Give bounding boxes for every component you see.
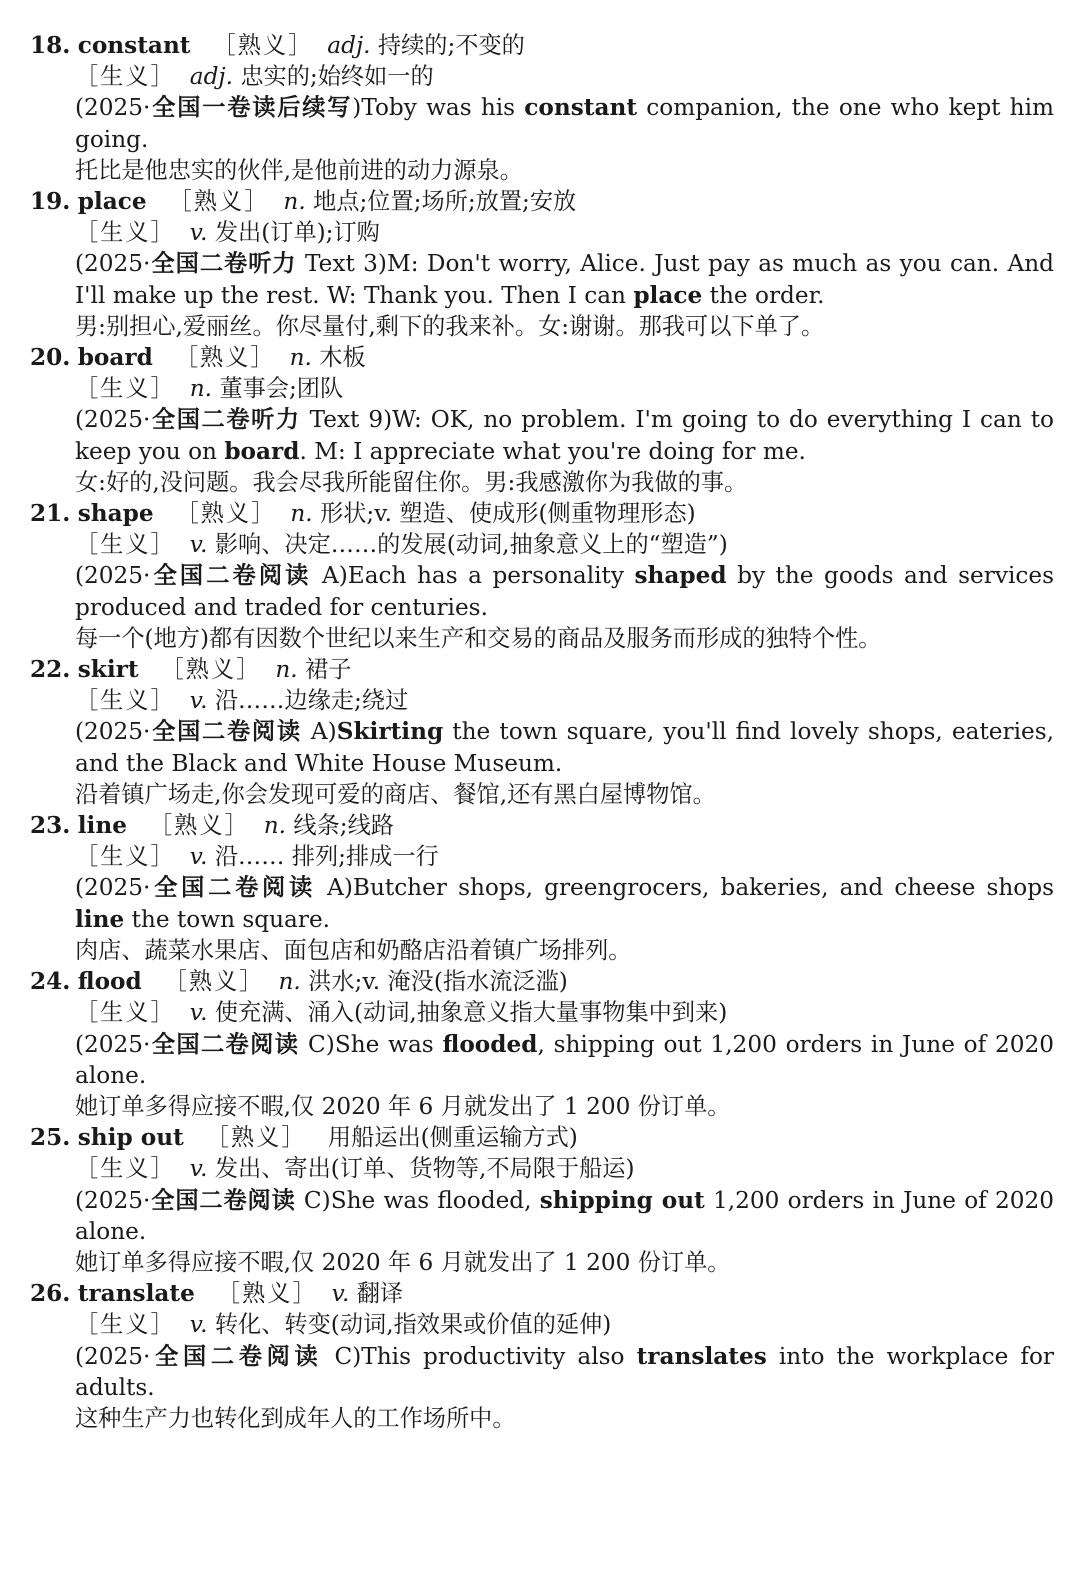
- vocab-entry: [30, 810, 1054, 966]
- source-open: (2025·: [75, 406, 151, 434]
- entry-number: 26.: [30, 1280, 71, 1308]
- vocab-entry: [30, 186, 1054, 342]
- example-sentence: [30, 1185, 1054, 1247]
- familiar-part-of-speech: n.: [283, 188, 306, 216]
- example-text-after: by the goods and services produced and traded for centuries.: [75, 562, 1054, 621]
- example-text-before: Toby was his: [361, 94, 525, 122]
- entry-new-meaning-line: [30, 1153, 1054, 1184]
- headword: flood: [77, 968, 142, 996]
- entry-headword-line: [30, 186, 1054, 217]
- headword: translate: [77, 1280, 195, 1308]
- new-definition: 发出(订单);订购: [214, 219, 380, 247]
- example-sentence: [30, 716, 1054, 778]
- example-text-before: Butcher shops, greengrocers, bakeries, and cheese shops: [352, 874, 1054, 902]
- example-translation: 男:别担心,爱丽丝。你尽量付,剩下的我来补。女:谢谢。那我可以下单了。: [75, 312, 825, 340]
- source-label: 全国一卷读后续写: [150, 94, 353, 122]
- example-keyword: flooded: [442, 1030, 538, 1058]
- example-keyword: board: [224, 437, 300, 465]
- entry-headword-line: [30, 498, 1054, 529]
- example-translation: 女:好的,没问题。我会尽我所能留住你。男:我感激你为我做的事。: [75, 468, 748, 496]
- source-label: 全国二卷听力: [150, 406, 301, 434]
- source-open: (2025·: [75, 1030, 151, 1058]
- source-close: A): [311, 562, 348, 590]
- example-translation: 每一个(地方)都有因数个世纪以来生产和交易的商品及服务而形成的独特个性。: [75, 624, 882, 652]
- entry-headword-line: [30, 1122, 1054, 1153]
- new-meaning-tag: ［生义］: [75, 999, 176, 1027]
- entry-number: 22.: [30, 656, 71, 684]
- familiar-meaning-tag: ［熟义］: [205, 1124, 307, 1152]
- new-meaning-tag: ［生义］: [75, 531, 176, 559]
- headword: ship out: [77, 1124, 184, 1152]
- new-definition: 发出、寄出(订单、货物等,不局限于船运): [214, 1155, 635, 1183]
- source-open: (2025·: [75, 718, 151, 746]
- source-close: C): [299, 1030, 335, 1058]
- source-open: (2025·: [75, 1342, 151, 1370]
- new-part-of-speech: v.: [189, 843, 208, 871]
- example-sentence: [30, 248, 1054, 310]
- example-translation: 托比是他忠实的伙伴,是他前进的动力源泉。: [75, 156, 523, 184]
- entry-number: 21.: [30, 500, 71, 528]
- new-definition: 沿…… 排列;排成一行: [214, 843, 439, 871]
- familiar-definition: 用船运出(侧重运输方式): [327, 1124, 578, 1152]
- headword: constant: [77, 32, 191, 59]
- new-definition: 沿……边缘走;绕过: [214, 687, 409, 715]
- familiar-definition: 洪水;v. 淹没(指水流泛滥): [308, 968, 568, 996]
- familiar-meaning-tag: ［熟义］: [175, 500, 277, 528]
- example-keyword: constant: [524, 94, 638, 122]
- new-part-of-speech: v.: [189, 219, 208, 247]
- example-sentence: [30, 1029, 1054, 1091]
- example-sentence: [30, 92, 1054, 154]
- example-text-after: . M: I appreciate what you're doing for me.: [299, 437, 806, 465]
- example-sentence: [30, 1341, 1054, 1403]
- entry-new-meaning-line: [30, 217, 1054, 248]
- familiar-definition: 木板: [319, 344, 366, 372]
- example-text-before: Each has a personality: [347, 562, 635, 590]
- vocab-entry: [30, 342, 1054, 498]
- new-meaning-tag: ［生义］: [75, 1311, 176, 1339]
- new-definition: 忠实的;始终如一的: [240, 63, 434, 91]
- familiar-part-of-speech: n.: [275, 656, 298, 684]
- example-translation: 她订单多得应接不暇,仅 2020 年 6 月就发出了 1 200 份订单。: [75, 1248, 731, 1276]
- headword: line: [77, 812, 127, 840]
- familiar-definition: 线条;线路: [293, 812, 394, 840]
- headword: skirt: [77, 656, 139, 684]
- familiar-definition: 地点;位置;场所;放置;安放: [313, 188, 577, 216]
- entry-new-meaning-line: [30, 997, 1054, 1028]
- familiar-meaning-tag: ［熟义］: [163, 968, 265, 996]
- example-text-after: , shipping out 1,200 orders in June of 2020 alone.: [75, 1030, 1054, 1089]
- new-definition: 董事会;团队: [219, 375, 344, 403]
- source-label: 全国二卷阅读: [150, 1342, 323, 1370]
- source-label: 全国二卷阅读: [150, 562, 312, 590]
- familiar-part-of-speech: n.: [263, 812, 287, 840]
- source-close: Text 3): [296, 250, 387, 278]
- vocab-entry: [30, 654, 1054, 810]
- new-part-of-speech: v.: [189, 1311, 208, 1339]
- familiar-definition: 裙子: [305, 656, 352, 684]
- headword: place: [77, 188, 147, 216]
- source-label: 全国二卷听力: [150, 250, 297, 278]
- source-label: 全国二卷阅读: [150, 718, 302, 746]
- example-text-after: into the workplace for adults.: [75, 1342, 1055, 1401]
- new-definition: 使充满、涌入(动词,抽象意义指大量事物集中到来): [214, 999, 728, 1027]
- entry-new-meaning-line: [30, 685, 1054, 716]
- example-keyword: translates: [636, 1342, 767, 1370]
- source-label: 全国二卷阅读: [150, 1186, 296, 1214]
- new-meaning-tag: ［生义］: [75, 375, 176, 403]
- example-sentence: [30, 404, 1054, 466]
- example-text-after: the order.: [702, 281, 825, 309]
- source-open: (2025·: [75, 562, 151, 590]
- headword: board: [77, 344, 153, 372]
- familiar-meaning-tag: ［熟义］: [168, 188, 270, 216]
- example-text-after: the town square, you'll find lovely shops, eateries, and the Black and White House Museum.: [75, 718, 1054, 777]
- entry-number: 25.: [30, 1124, 71, 1152]
- example-keyword: Skirting: [336, 718, 444, 746]
- familiar-meaning-tag: ［熟义］: [212, 32, 314, 59]
- example-keyword: shaped: [634, 562, 727, 590]
- vocab-entry: [30, 30, 1054, 186]
- example-keyword: line: [75, 905, 125, 933]
- entry-number: 23.: [30, 812, 71, 840]
- new-part-of-speech: v.: [189, 687, 208, 715]
- familiar-definition: 翻译: [356, 1280, 404, 1308]
- familiar-part-of-speech: adj.: [327, 32, 371, 59]
- headword: shape: [77, 500, 154, 528]
- entry-new-meaning-line: [30, 1309, 1054, 1340]
- new-part-of-speech: adj.: [189, 63, 233, 91]
- new-meaning-tag: ［生义］: [75, 687, 176, 715]
- example-keyword: place: [633, 281, 703, 309]
- example-sentence: [30, 560, 1054, 622]
- familiar-part-of-speech: v.: [331, 1280, 350, 1308]
- example-keyword: shipping out: [539, 1186, 705, 1214]
- entry-number: 18.: [30, 32, 71, 59]
- example-text-before: This productivity also: [361, 1342, 637, 1370]
- new-meaning-tag: ［生义］: [75, 1155, 176, 1183]
- familiar-part-of-speech: n.: [289, 344, 312, 372]
- source-close: Text 9): [300, 406, 393, 434]
- familiar-definition: 持续的;不变的: [377, 32, 525, 59]
- source-open: (2025·: [75, 94, 151, 122]
- vocab-entry: [30, 1122, 1054, 1278]
- source-label: 全国二卷阅读: [150, 1030, 300, 1058]
- entry-headword-line: [30, 810, 1054, 841]
- example-sentence: [30, 872, 1054, 934]
- source-close: C): [322, 1342, 362, 1370]
- source-label: 全国二卷阅读: [150, 874, 316, 902]
- new-meaning-tag: ［生义］: [75, 63, 176, 91]
- familiar-definition: 形状;v. 塑造、使成形(侧重物理形态): [320, 500, 696, 528]
- familiar-meaning-tag: ［熟义］: [160, 656, 262, 684]
- entry-headword-line: [30, 30, 1054, 61]
- familiar-meaning-tag: ［熟义］: [174, 344, 276, 372]
- entry-number: 20.: [30, 344, 71, 372]
- example-translation: 这种生产力也转化到成年人的工作场所中。: [75, 1404, 516, 1432]
- entry-headword-line: [30, 966, 1054, 997]
- example-translation: 肉店、蔬菜水果店、面包店和奶酪店沿着镇广场排列。: [75, 936, 632, 964]
- new-part-of-speech: v.: [189, 1155, 208, 1183]
- source-close: A): [315, 874, 353, 902]
- entry-headword-line: [30, 654, 1054, 685]
- vocab-entry: [30, 498, 1054, 654]
- vocab-entry: [30, 966, 1054, 1122]
- new-part-of-speech: v.: [189, 999, 208, 1027]
- familiar-part-of-speech: n.: [278, 968, 301, 996]
- new-definition: 影响、决定……的发展(动词,抽象意义上的“塑造”): [214, 531, 728, 559]
- example-text-before: She was: [334, 1030, 443, 1058]
- example-text-after: companion, the one who kept him going.: [75, 94, 1055, 153]
- new-meaning-tag: ［生义］: [75, 843, 176, 871]
- entry-new-meaning-line: [30, 373, 1054, 404]
- entry-number: 24.: [30, 968, 71, 996]
- vocab-entry: [30, 1278, 1054, 1434]
- example-text-after: the town square.: [124, 905, 331, 933]
- example-translation: 沿着镇广场走,你会发现可爱的商店、餐馆,还有黑白屋博物馆。: [75, 780, 716, 808]
- entry-new-meaning-line: [30, 529, 1054, 560]
- source-close: A): [301, 718, 337, 746]
- entry-number: 19.: [30, 188, 71, 216]
- example-translation: 她订单多得应接不暇,仅 2020 年 6 月就发出了 1 200 份订单。: [75, 1092, 731, 1120]
- familiar-meaning-tag: ［熟义］: [216, 1280, 318, 1308]
- new-meaning-tag: ［生义］: [75, 219, 176, 247]
- familiar-part-of-speech: n.: [290, 500, 313, 528]
- source-close: C): [295, 1186, 331, 1214]
- example-text-before: She was flooded,: [330, 1186, 540, 1214]
- entry-new-meaning-line: [30, 61, 1054, 92]
- source-open: (2025·: [75, 874, 151, 902]
- example-text-before: W: OK, no problem. I'm going to do everything I can to keep you on: [75, 406, 1055, 465]
- example-text-after: 1,200 orders in June of 2020 alone.: [75, 1186, 1054, 1245]
- entry-headword-line: [30, 1278, 1054, 1309]
- new-part-of-speech: n.: [189, 375, 213, 403]
- new-part-of-speech: v.: [189, 531, 208, 559]
- source-open: (2025·: [75, 250, 151, 278]
- example-text-before: M: Don't worry, Alice. Just pay as much as you can. And I'll make up the rest. W: Thank you. Then I can: [75, 250, 1055, 309]
- familiar-meaning-tag: ［熟义］: [148, 812, 250, 840]
- entry-new-meaning-line: [30, 841, 1054, 872]
- entry-headword-line: [30, 342, 1054, 373]
- source-close: ): [352, 94, 362, 122]
- new-definition: 转化、转变(动词,指效果或价值的延伸): [214, 1311, 612, 1339]
- source-open: (2025·: [75, 1186, 151, 1214]
